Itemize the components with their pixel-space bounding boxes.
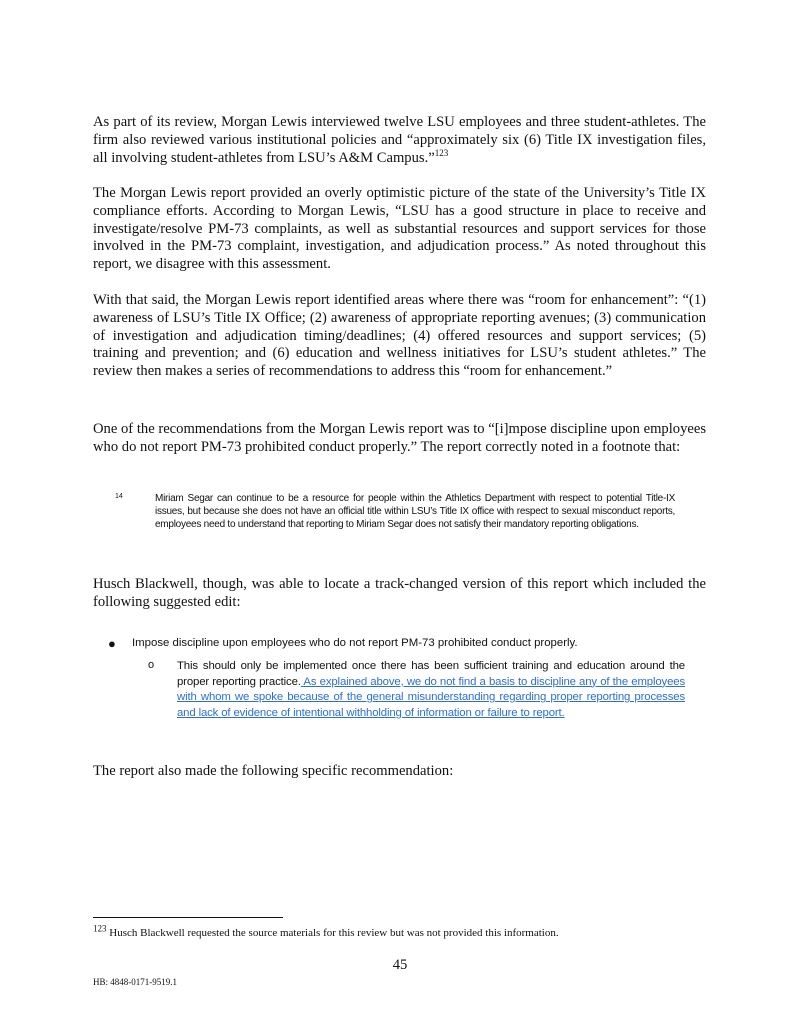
bullet-icon: ● bbox=[108, 636, 116, 651]
excerpt-footnote-text: Miriam Segar can continue to be a resource for people within the Athletics Department with respect to potential Title-IX issues, but because she does not have an official title within LSU’s Title IX office with respect to sexual misconduct reports, employees need to understand that reporting to Miriam Segar does not satisfy their mandatory reporting obligations. bbox=[155, 493, 675, 530]
sub-bullet-text bbox=[177, 659, 685, 721]
paragraph-optimistic-picture: The Morgan Lewis report provided an overly optimistic picture of the state of the University’s Title IX compliance efforts. According to Morgan Lewis, “LSU has a good structure in place to receive and investigate/resolve PM-73 complaints, as well as substantial resources and support services for those involved in the PM-73 complaint, investigation, and adjudication process.” As noted throughout this report, we disagree with this assessment. bbox=[93, 185, 706, 273]
footnote-reference[interactable]: 123 bbox=[434, 147, 449, 158]
footnote-number: 123 bbox=[93, 923, 107, 934]
footnote bbox=[93, 923, 713, 940]
document-id: HB: 4848-0171-9519.1 bbox=[93, 977, 177, 987]
paragraph-track-changed: Husch Blackwell, though, was able to locate a track-changed version of this report which included the following suggested edit: bbox=[93, 576, 706, 610]
excerpt-footnote-number: 14 bbox=[115, 493, 123, 500]
footnote-divider bbox=[93, 917, 283, 918]
paragraph-text: As part of its review, Morgan Lewis interviewed twelve LSU employees and three student-athletes. The firm also reviewed various institutional policies and “approximately six (6) Title IX investigation files, all involving student-athletes from LSU’s A&M Campus.” bbox=[93, 114, 706, 166]
sub-bullet-icon: o bbox=[148, 659, 155, 671]
footnote-text: Husch Blackwell requested the source materials for this review but was not provided this information. bbox=[106, 927, 559, 939]
bullet-text: Impose discipline upon employees who do not report PM-73 prohibited conduct properly. bbox=[132, 637, 578, 649]
paragraph-specific-recommendation: The report also made the following specific recommendation: bbox=[93, 763, 454, 779]
paragraph-review-scope bbox=[93, 114, 706, 167]
page-number: 45 bbox=[392, 957, 408, 973]
paragraph-room-for-enhancement: With that said, the Morgan Lewis report identified areas where there was “room for enhancement”: “(1) awareness of LSU’s Title IX Office; (2) awareness of appropriate reporting avenues; (3) communication of investigation and adjudication timing/deadlines; (4) offered resources and support services; (5) training and prevention; and (6) education and wellness initiatives for LSU’s student athletes.” The review then makes a series of recommendations to address this “room for enhancement.” bbox=[93, 292, 706, 380]
paragraph-recommendation: One of the recommendations from the Morgan Lewis report was to “[i]mpose discipline upon employees who do not report PM-73 prohibited conduct properly.” The report correctly noted in a footnote that: bbox=[93, 421, 706, 455]
original-text: This should only be implemented once there has been sufficient training and education around the proper reporting practice. bbox=[177, 660, 685, 688]
inserted-edit-text: As explained above, we do not find a basis to discipline any of the employees with whom we spoke because of the general misunderstanding regarding proper reporting processes and lack of evidence of intentional withholding of information or failure to report. bbox=[177, 675, 685, 719]
